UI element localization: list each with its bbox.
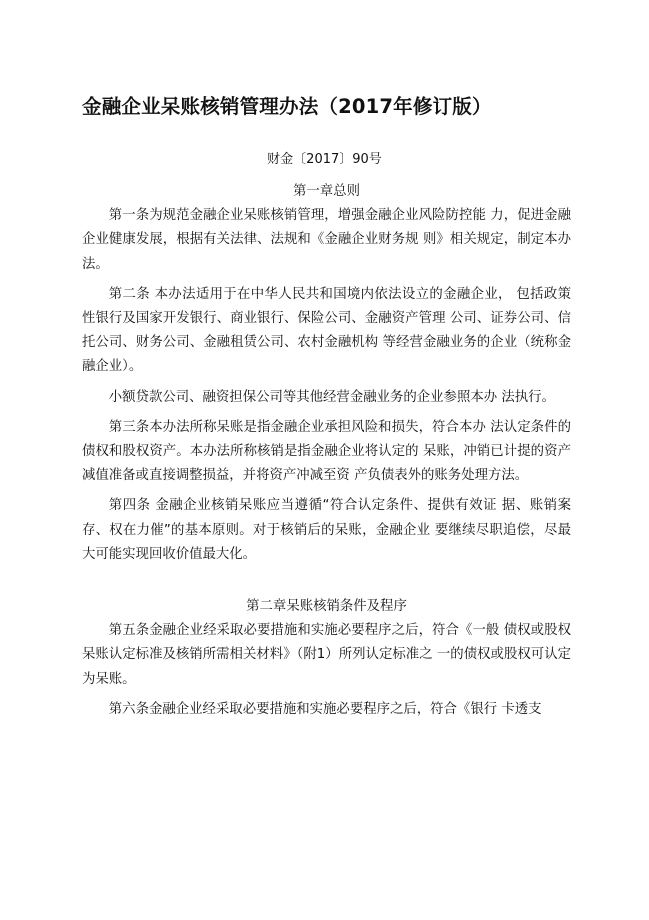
paragraph-article-3: 第三条本办法所称呆账是指金融企业承担风险和损失，符合本办 法认定条件的债权和股权资产。本办法所称核销是指金融企业将认定的 呆账，冲销已计提的资产减值准备或直接调整损益，并将资产冲减至资 产负债表外的账务处理方法。 [82, 419, 571, 484]
paragraph-article-6: 第六条金融企业经采取必要措施和实施必要程序之后，符合《银行 卡透支 [108, 701, 542, 717]
document-title: 金融企业呆账核销管理办法（2017年修订版） [82, 95, 492, 118]
chapter-heading: 第二章呆账核销条件及程序 [246, 599, 407, 615]
paragraph-article-2: 第二条 本办法适用于在中华人民共和国境内依法设立的金融企业， 包括政策性银行及国家开发银行、商业银行、保险公司、金融资产管理 公司、证券公司、信托公司、财务公司、金融租赁公司、农村金融机构 等经营金融业务的企业（统称金融企业）。 [82, 286, 571, 375]
paragraph-article-5: 第五条金融企业经采取必要措施和实施必要程序之后，符合《一般 债权或股权呆账认定标准及核销所需相关材料》（附1）所列认定标准之 一的债权或股权可认定为呆账。 [82, 623, 571, 687]
paragraph-article-1: 第一条为规范金融企业呆账核销管理，增强金融企业风险防控能 力，促进金融企业健康发展，根据有关法律、法规和《金融企业财务规 则》相关规定，制定本办法。 [82, 208, 571, 272]
paragraph-article-4: 第四条 金融企业核销呆账应当遵循“符合认定条件、提供有效证 据、账销案存、权在力催”的基本原则。对于核销后的呆账，金融企业 要继续尽职追偿，尽最大可能实现回收价值最大化。 [82, 498, 571, 562]
document-body [82, 180, 571, 728]
chapter-heading: 第一章总则 [293, 184, 360, 199]
paragraph-article-2-supplement: 小额贷款公司、融资担保公司等其他经营金融业务的企业参照本办 法执行。 [108, 389, 555, 405]
document-number: 财金〔2017〕90号 [267, 152, 382, 167]
